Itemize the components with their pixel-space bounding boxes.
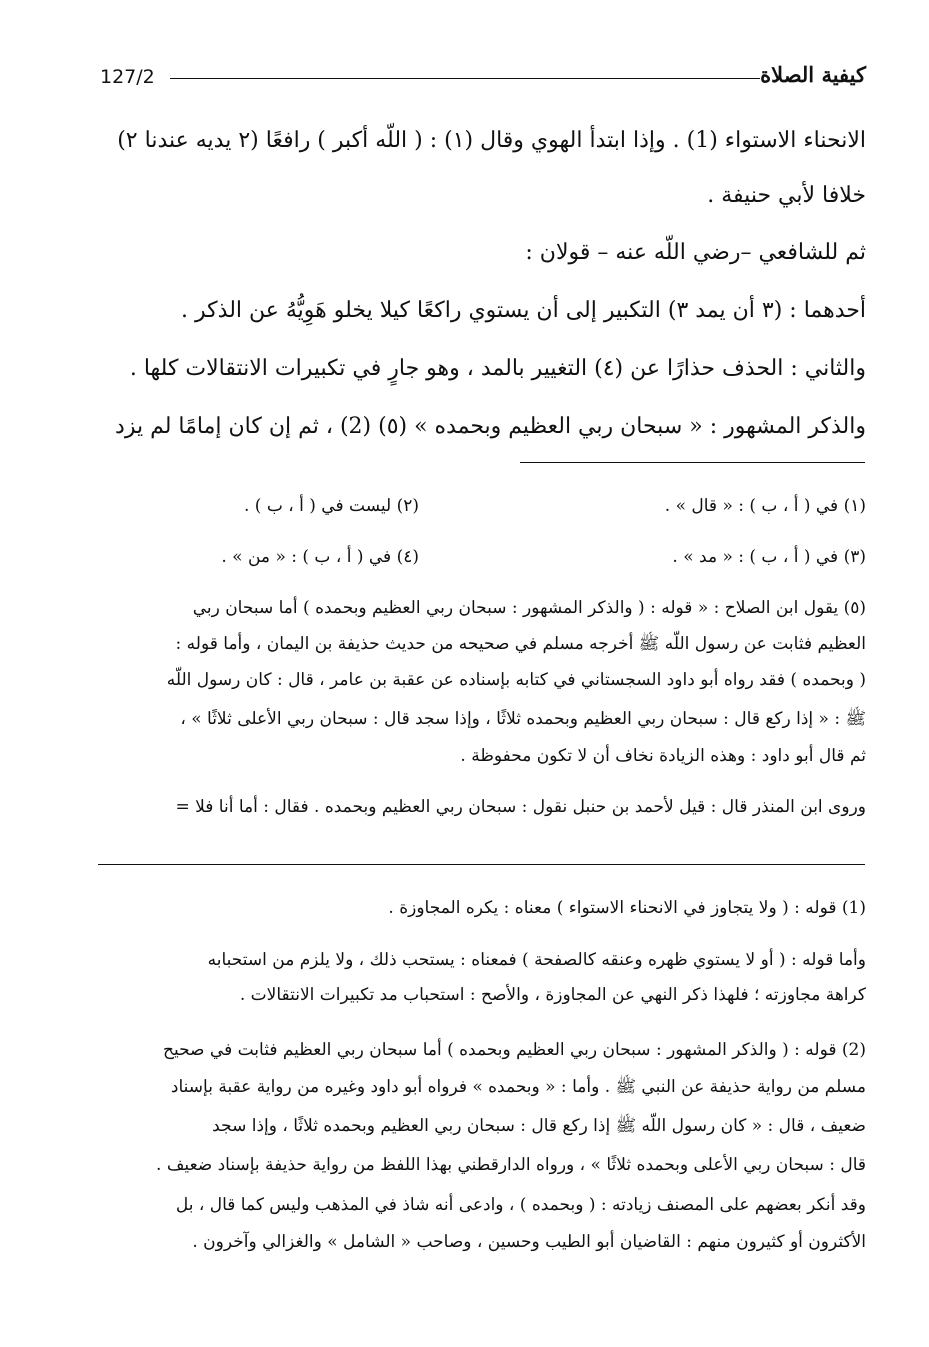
- main-text-line: ثم للشافعي –رضي اللّه عنه – قولان :: [525, 240, 866, 265]
- main-text-line: الانحناء الاستواء (1) . وإذا ابتدأ الهوي وقال (١) : ( اللّه أكبر ) رافعًا (٢ يديه عندنا ٢): [117, 128, 866, 153]
- footnote-line: (٥) يقول ابن الصلاح : « قوله : ( والذكر المشهور : سبحان ربي العظيم وبحمده ) أما سبحان ربي: [192, 598, 866, 618]
- variant-note: (٤) في ( أ ، ب ) : « من » .: [221, 547, 419, 567]
- commentary-line: مسلم من رواية حذيفة عن النبي ﷺ . وأما : « وبحمده » فرواه أبو داود وغيره من رواية عقبة بإسناد: [170, 1077, 866, 1097]
- main-text-line: خلافا لأبي حنيفة .: [707, 183, 866, 208]
- commentary-line: وقد أنكر بعضهم على المصنف زيادته : ( وبحمده ) ، وادعى أنه شاذ في المذهب وليس كما قال ، بل: [175, 1195, 866, 1215]
- footnote-line: ثم قال أبو داود : وهذه الزيادة نخاف أن لا تكون محفوظة .: [460, 746, 866, 766]
- footnote-line: ( وبحمده ) فقد رواه أبو داود السجستاني في كتابه بإسناده عن عقبة بن عامر ، قال : كان رسول اللّه: [166, 670, 866, 690]
- main-text-line: والثاني : الحذف حذارًا عن (٤) التغيير بالمد ، وهو جارٍ في تكبيرات الانتقالات كلها .: [129, 356, 866, 381]
- footnote-line: العظيم فثابت عن رسول اللّه ﷺ أخرجه مسلم في صحيحه من حديث حذيفة بن اليمان ، وأما قوله :: [175, 634, 866, 654]
- commentary-separator: [98, 864, 865, 865]
- footnote-separator: [520, 462, 865, 463]
- commentary-line: كراهة مجاوزته ؛ فلهذا ذكر النهي عن المجاوزة ، والأصح : استحباب مد تكبيرات الانتقالات .: [239, 985, 866, 1005]
- running-title: كيفية الصلاة: [760, 62, 866, 87]
- main-text-line: أحدهما : (٣ أن يمد ٣) التكبير إلى أن يستوي راكعًا كيلا يخلو هَوِيُّهُ عن الذكر .: [181, 298, 866, 323]
- footnote-line: وروى ابن المنذر قال : قيل لأحمد بن حنبل نقول : سبحان ربي العظيم وبحمده . فقال : أما أنا فلا =: [175, 797, 866, 817]
- commentary-line: قال : سبحان ربي الأعلى وبحمده ثلاثًا » ، ورواه الدارقطني بهذا اللفظ من رواية حذيفة بإسناد ضعيف .: [156, 1155, 866, 1175]
- commentary-line: (1) قوله : ( ولا يتجاوز في الانحناء الاستواء ) معناه : يكره المجاوزة .: [388, 898, 866, 918]
- variant-note: (١) في ( أ ، ب ) : « قال » .: [664, 496, 866, 516]
- commentary-line: وأما قوله : ( أو لا يستوي ظهره وعنقه كالصفحة ) فمعناه : يستحب ذلك ، ولا يلزم من استحبابه: [207, 950, 866, 970]
- page-number: 127/2: [100, 66, 155, 88]
- commentary-line: ضعيف ، قال : « كان رسول اللّه ﷺ إذا ركع قال : سبحان ربي العظيم وبحمده ثلاثًا ، وإذا سجد: [212, 1116, 866, 1136]
- header-rule: [170, 78, 760, 79]
- variant-note: (٣) في ( أ ، ب ) : « مد » .: [672, 547, 866, 567]
- footnote-line: ﷺ : « إذا ركع قال : سبحان ربي العظيم وبحمده ثلاثًا ، وإذا سجد قال : سبحان ربي الأعلى ثلاثًا » ،: [180, 709, 866, 729]
- variant-note: (٢) ليست في ( أ ، ب ) .: [244, 496, 419, 516]
- commentary-line: الأكثرون أو كثيرون منهم : القاضيان أبو الطيب وحسين ، وصاحب « الشامل » والغزالي وآخرون .: [192, 1232, 866, 1252]
- main-text-line: والذكر المشهور : « سبحان ربي العظيم وبحمده » (٥) (2) ، ثم إن كان إمامًا لم يزد: [115, 414, 866, 439]
- commentary-line: (2) قوله : ( والذكر المشهور : سبحان ربي العظيم وبحمده ) أما سبحان ربي العظيم فثابت في صحيح: [162, 1040, 866, 1060]
